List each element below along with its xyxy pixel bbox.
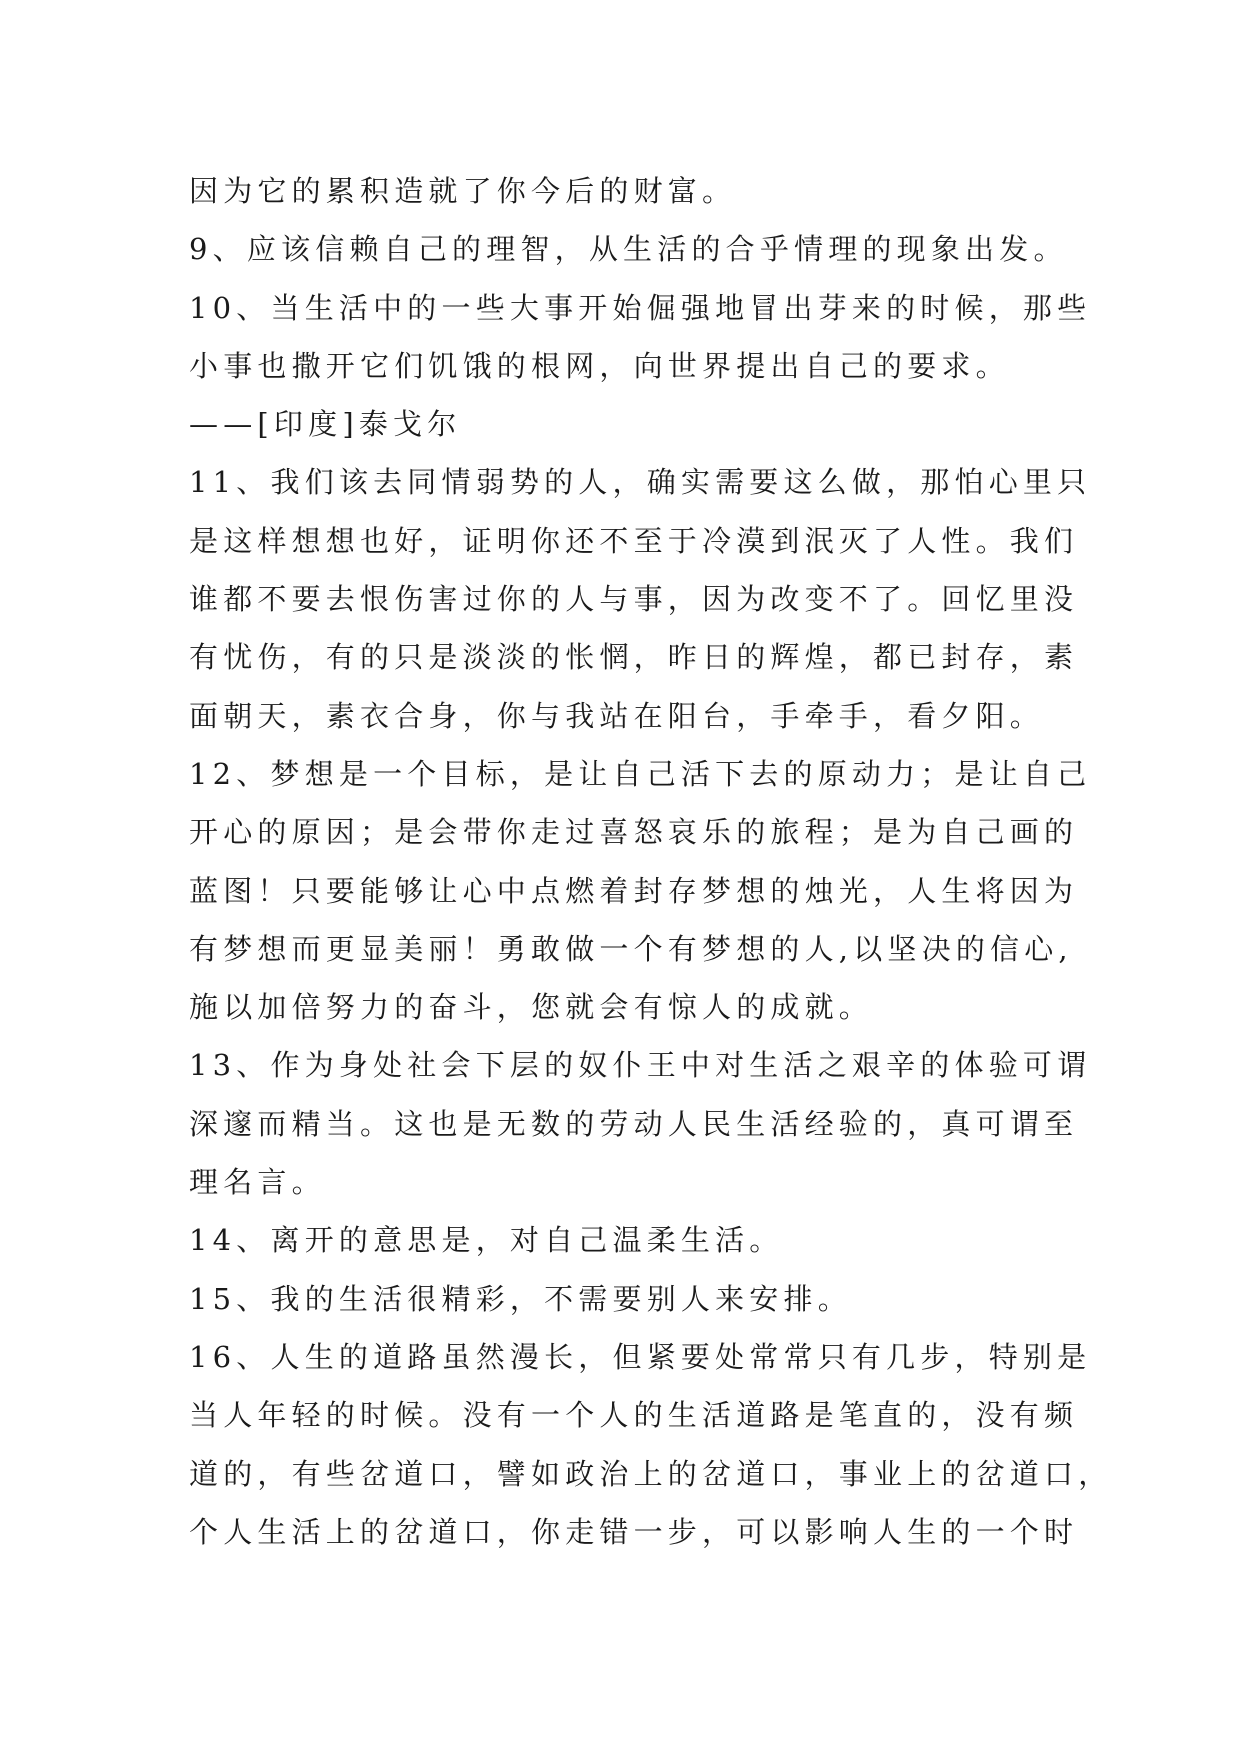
text-line: 施以加倍努力的奋斗，您就会有惊人的成就。 xyxy=(189,990,874,1025)
text-line: 面朝天，素衣合身，你与我站在阳台，手牵手，看夕阳。 xyxy=(189,698,1045,733)
text-line: 是这样想想也好，证明你还不至于冷漠到泯灭了人性。我们 xyxy=(189,523,1079,558)
text-line: 蓝图！只要能够让心中点燃着封存梦想的烛光，人生将因为 xyxy=(189,873,1079,908)
document-body xyxy=(189,162,1113,1561)
text-line: 有忧伤，有的只是淡淡的怅惘，昨日的辉煌，都已封存，素 xyxy=(189,640,1079,675)
text-line: 9、应该信赖自己的理智，从生活的合乎情理的现象出发。 xyxy=(189,232,1068,267)
text-line: 小事也撒开它们饥饿的根网，向世界提出自己的要求。 xyxy=(189,348,1010,383)
text-line: 11、我们该去同情弱势的人，确实需要这么做，那怕心里只 xyxy=(189,465,1092,500)
text-line: 14、离开的意思是，对自己温柔生活。 xyxy=(189,1223,784,1258)
text-line: 15、我的生活很精彩，不需要别人来安排。 xyxy=(189,1281,852,1316)
text-line: 深邃而精当。这也是无数的劳动人民生活经验的，真可谓至 xyxy=(189,1106,1079,1141)
text-line: 有梦想而更显美丽！勇敢做一个有梦想的人,以坚决的信心, xyxy=(189,931,1073,966)
text-line: 开心的原因；是会带你走过喜怒哀乐的旅程；是为自己画的 xyxy=(189,815,1079,850)
text-line: 谁都不要去恨伤害过你的人与事，因为改变不了。回忆里没 xyxy=(189,582,1079,617)
text-line: 道的，有些岔道口，譬如政治上的岔道口，事业上的岔道口， xyxy=(189,1456,1113,1491)
text-line: 个人生活上的岔道口，你走错一步，可以影响人生的一个时 xyxy=(189,1514,1079,1549)
attribution-line: ——[印度]泰戈尔 xyxy=(189,407,462,442)
text-line: 10、当生活中的一些大事开始倔强地冒出芽来的时候，那些 xyxy=(189,290,1092,325)
text-line: 因为它的累积造就了你今后的财富。 xyxy=(189,174,737,208)
text-line: 理名言。 xyxy=(189,1165,326,1200)
text-line: 16、人生的道路虽然漫长，但紧要处常常只有几步，特别是 xyxy=(189,1339,1092,1374)
text-line: 12、梦想是一个目标，是让自己活下去的原动力；是让自己 xyxy=(189,756,1092,791)
text-line: 当人年轻的时候。没有一个人的生活道路是笔直的，没有频 xyxy=(189,1398,1079,1433)
text-line: 13、作为身处社会下层的奴仆王中对生活之艰辛的体验可谓 xyxy=(189,1048,1092,1083)
